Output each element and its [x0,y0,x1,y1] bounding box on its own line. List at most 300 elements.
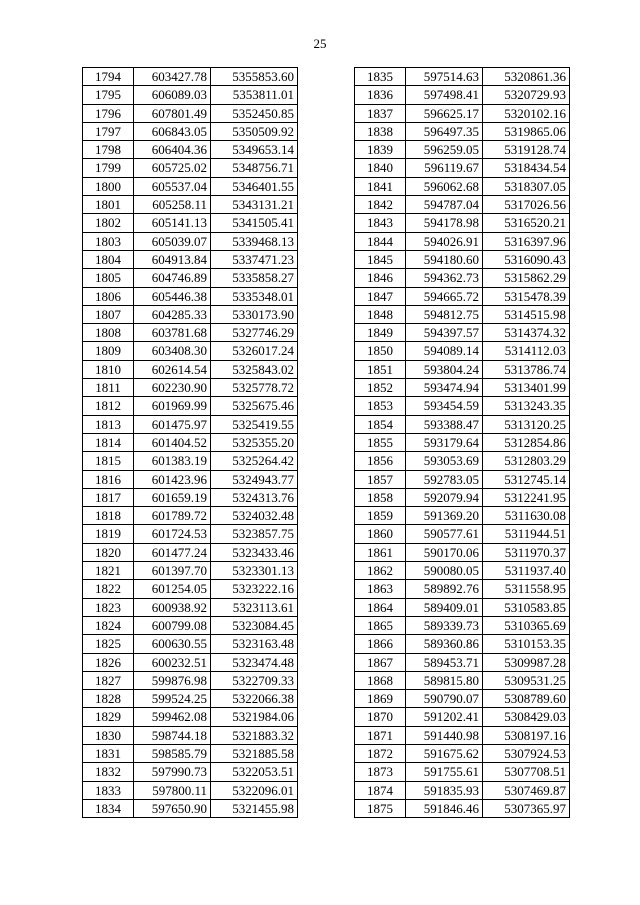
x-coordinate-cell: 605141.13 [134,214,211,232]
point-number-cell: 1870 [355,708,406,726]
table-row [355,104,570,122]
table-row [355,397,570,415]
y-coordinate-cell: 5307708.51 [483,763,570,781]
table-row [83,250,298,268]
y-coordinate-cell: 5318434.54 [483,159,570,177]
table-row [355,598,570,616]
y-coordinate-cell: 5341505.41 [211,214,298,232]
x-coordinate-cell: 590170.06 [406,543,483,561]
point-number-cell: 1852 [355,379,406,397]
y-coordinate-cell: 5339468.13 [211,232,298,250]
y-coordinate-cell: 5317026.56 [483,196,570,214]
x-coordinate-cell: 596625.17 [406,104,483,122]
y-coordinate-cell: 5325419.55 [211,415,298,433]
y-coordinate-cell: 5325843.02 [211,360,298,378]
y-coordinate-cell: 5325778.72 [211,379,298,397]
point-number-cell: 1804 [83,250,134,268]
x-coordinate-cell: 599462.08 [134,708,211,726]
x-coordinate-cell: 599524.25 [134,690,211,708]
y-coordinate-cell: 5353811.01 [211,86,298,104]
table-row [355,763,570,781]
table-row [83,781,298,799]
y-coordinate-cell: 5319865.06 [483,122,570,140]
table-row [355,379,570,397]
table-row [83,232,298,250]
point-number-cell: 1816 [83,470,134,488]
x-coordinate-cell: 589409.01 [406,598,483,616]
x-coordinate-cell: 598585.79 [134,744,211,762]
point-number-cell: 1841 [355,177,406,195]
table-row [355,671,570,689]
point-number-cell: 1862 [355,562,406,580]
point-number-cell: 1813 [83,415,134,433]
point-number-cell: 1827 [83,671,134,689]
table-row [83,708,298,726]
y-coordinate-cell: 5324032.48 [211,507,298,525]
x-coordinate-cell: 591755.61 [406,763,483,781]
x-coordinate-cell: 596259.05 [406,141,483,159]
point-number-cell: 1803 [83,232,134,250]
point-number-cell: 1867 [355,653,406,671]
point-number-cell: 1824 [83,616,134,634]
point-number-cell: 1814 [83,433,134,451]
x-coordinate-cell: 602230.90 [134,379,211,397]
point-number-cell: 1844 [355,232,406,250]
point-number-cell: 1860 [355,525,406,543]
x-coordinate-cell: 594787.04 [406,196,483,214]
point-number-cell: 1811 [83,379,134,397]
point-number-cell: 1821 [83,562,134,580]
y-coordinate-cell: 5311937.40 [483,562,570,580]
y-coordinate-cell: 5310583.85 [483,598,570,616]
table-row [83,122,298,140]
point-number-cell: 1819 [83,525,134,543]
table-row [83,470,298,488]
x-coordinate-cell: 599876.98 [134,671,211,689]
x-coordinate-cell: 594665.72 [406,287,483,305]
y-coordinate-cell: 5348756.71 [211,159,298,177]
table-row [355,690,570,708]
table-row [355,214,570,232]
table-row [83,342,298,360]
point-number-cell: 1823 [83,598,134,616]
y-coordinate-cell: 5313401.99 [483,379,570,397]
table-row [83,68,298,86]
x-coordinate-cell: 601475.97 [134,415,211,433]
table-row [83,433,298,451]
point-number-cell: 1818 [83,507,134,525]
x-coordinate-cell: 603781.68 [134,324,211,342]
y-coordinate-cell: 5323474.48 [211,653,298,671]
point-number-cell: 1864 [355,598,406,616]
point-number-cell: 1797 [83,122,134,140]
x-coordinate-cell: 591835.93 [406,781,483,799]
table-row [355,726,570,744]
table-row [83,269,298,287]
x-coordinate-cell: 601477.24 [134,543,211,561]
point-number-cell: 1874 [355,781,406,799]
x-coordinate-cell: 594178.98 [406,214,483,232]
x-coordinate-cell: 591202.41 [406,708,483,726]
y-coordinate-cell: 5307365.97 [483,799,570,817]
y-coordinate-cell: 5312803.29 [483,452,570,470]
y-coordinate-cell: 5337471.23 [211,250,298,268]
x-coordinate-cell: 594089.14 [406,342,483,360]
y-coordinate-cell: 5352450.85 [211,104,298,122]
table-row [83,799,298,817]
table-row [83,726,298,744]
point-number-cell: 1863 [355,580,406,598]
y-coordinate-cell: 5309531.25 [483,671,570,689]
point-number-cell: 1829 [83,708,134,726]
x-coordinate-cell: 601789.72 [134,507,211,525]
x-coordinate-cell: 607801.49 [134,104,211,122]
point-number-cell: 1807 [83,305,134,323]
y-coordinate-cell: 5320729.93 [483,86,570,104]
table-row [355,68,570,86]
y-coordinate-cell: 5311558.95 [483,580,570,598]
point-number-cell: 1809 [83,342,134,360]
table-row [355,287,570,305]
point-number-cell: 1840 [355,159,406,177]
y-coordinate-cell: 5309987.28 [483,653,570,671]
x-coordinate-cell: 601969.99 [134,397,211,415]
y-coordinate-cell: 5311944.51 [483,525,570,543]
table-row [355,744,570,762]
y-coordinate-cell: 5322709.33 [211,671,298,689]
point-number-cell: 1861 [355,543,406,561]
x-coordinate-cell: 601254.05 [134,580,211,598]
x-coordinate-cell: 590080.05 [406,562,483,580]
y-coordinate-cell: 5324943.77 [211,470,298,488]
table-row [83,360,298,378]
x-coordinate-cell: 596062.68 [406,177,483,195]
point-number-cell: 1832 [83,763,134,781]
x-coordinate-cell: 593454.59 [406,397,483,415]
table-row [83,159,298,177]
point-number-cell: 1855 [355,433,406,451]
table-row [355,324,570,342]
point-number-cell: 1859 [355,507,406,525]
table-row [83,287,298,305]
x-coordinate-cell: 591369.20 [406,507,483,525]
y-coordinate-cell: 5312745.14 [483,470,570,488]
table-row [83,488,298,506]
table-row [83,653,298,671]
x-coordinate-cell: 593388.47 [406,415,483,433]
point-number-cell: 1825 [83,635,134,653]
table-row [355,653,570,671]
table-row [355,562,570,580]
y-coordinate-cell: 5349653.14 [211,141,298,159]
table-row [83,598,298,616]
y-coordinate-cell: 5350509.92 [211,122,298,140]
point-number-cell: 1873 [355,763,406,781]
table-row [355,415,570,433]
y-coordinate-cell: 5316397.96 [483,232,570,250]
y-coordinate-cell: 5311970.37 [483,543,570,561]
table-row [83,507,298,525]
table-row [355,177,570,195]
coordinates-table-left-body [83,68,298,818]
y-coordinate-cell: 5327746.29 [211,324,298,342]
y-coordinate-cell: 5321455.98 [211,799,298,817]
y-coordinate-cell: 5320102.16 [483,104,570,122]
y-coordinate-cell: 5312241.95 [483,488,570,506]
point-number-cell: 1842 [355,196,406,214]
y-coordinate-cell: 5325264.42 [211,452,298,470]
point-number-cell: 1794 [83,68,134,86]
point-number-cell: 1857 [355,470,406,488]
point-number-cell: 1845 [355,250,406,268]
table-row [355,269,570,287]
point-number-cell: 1872 [355,744,406,762]
x-coordinate-cell: 601404.52 [134,433,211,451]
table-row [83,379,298,397]
y-coordinate-cell: 5308197.16 [483,726,570,744]
y-coordinate-cell: 5313243.35 [483,397,570,415]
point-number-cell: 1822 [83,580,134,598]
x-coordinate-cell: 591846.46 [406,799,483,817]
table-row [83,543,298,561]
y-coordinate-cell: 5321885.58 [211,744,298,762]
point-number-cell: 1869 [355,690,406,708]
table-row [355,232,570,250]
point-number-cell: 1810 [83,360,134,378]
y-coordinate-cell: 5320861.36 [483,68,570,86]
x-coordinate-cell: 593804.24 [406,360,483,378]
x-coordinate-cell: 590790.07 [406,690,483,708]
x-coordinate-cell: 594812.75 [406,305,483,323]
table-row [83,305,298,323]
y-coordinate-cell: 5321984.06 [211,708,298,726]
point-number-cell: 1871 [355,726,406,744]
x-coordinate-cell: 600799.08 [134,616,211,634]
y-coordinate-cell: 5310153.35 [483,635,570,653]
table-row [355,360,570,378]
table-row [83,104,298,122]
y-coordinate-cell: 5323222.16 [211,580,298,598]
x-coordinate-cell: 605446.38 [134,287,211,305]
point-number-cell: 1812 [83,397,134,415]
x-coordinate-cell: 605725.02 [134,159,211,177]
y-coordinate-cell: 5323433.46 [211,543,298,561]
point-number-cell: 1843 [355,214,406,232]
point-number-cell: 1831 [83,744,134,762]
x-coordinate-cell: 597514.63 [406,68,483,86]
y-coordinate-cell: 5313120.25 [483,415,570,433]
y-coordinate-cell: 5343131.21 [211,196,298,214]
y-coordinate-cell: 5314112.03 [483,342,570,360]
point-number-cell: 1851 [355,360,406,378]
table-row [355,488,570,506]
x-coordinate-cell: 592783.05 [406,470,483,488]
x-coordinate-cell: 606089.03 [134,86,211,104]
page-number: 25 [313,36,327,51]
table-row [355,159,570,177]
point-number-cell: 1850 [355,342,406,360]
y-coordinate-cell: 5313786.74 [483,360,570,378]
x-coordinate-cell: 589453.71 [406,653,483,671]
y-coordinate-cell: 5315862.29 [483,269,570,287]
table-row [83,671,298,689]
y-coordinate-cell: 5346401.55 [211,177,298,195]
x-coordinate-cell: 601397.70 [134,562,211,580]
x-coordinate-cell: 596497.35 [406,122,483,140]
point-number-cell: 1853 [355,397,406,415]
x-coordinate-cell: 601383.19 [134,452,211,470]
coordinates-table-left [82,67,298,818]
y-coordinate-cell: 5322053.51 [211,763,298,781]
table-row [355,342,570,360]
x-coordinate-cell: 594397.57 [406,324,483,342]
y-coordinate-cell: 5308429.03 [483,708,570,726]
y-coordinate-cell: 5322096.01 [211,781,298,799]
x-coordinate-cell: 600630.55 [134,635,211,653]
table-row [83,525,298,543]
table-row [355,196,570,214]
x-coordinate-cell: 589339.73 [406,616,483,634]
x-coordinate-cell: 606843.05 [134,122,211,140]
point-number-cell: 1799 [83,159,134,177]
point-number-cell: 1805 [83,269,134,287]
point-number-cell: 1830 [83,726,134,744]
x-coordinate-cell: 603408.30 [134,342,211,360]
table-row [83,580,298,598]
x-coordinate-cell: 603427.78 [134,68,211,86]
y-coordinate-cell: 5307469.87 [483,781,570,799]
point-number-cell: 1820 [83,543,134,561]
x-coordinate-cell: 597650.90 [134,799,211,817]
point-number-cell: 1837 [355,104,406,122]
y-coordinate-cell: 5323113.61 [211,598,298,616]
y-coordinate-cell: 5308789.60 [483,690,570,708]
y-coordinate-cell: 5316520.21 [483,214,570,232]
table-row [355,141,570,159]
table-row [355,525,570,543]
y-coordinate-cell: 5319128.74 [483,141,570,159]
point-number-cell: 1839 [355,141,406,159]
y-coordinate-cell: 5310365.69 [483,616,570,634]
y-coordinate-cell: 5311630.08 [483,507,570,525]
table-row [83,562,298,580]
point-number-cell: 1868 [355,671,406,689]
y-coordinate-cell: 5325675.46 [211,397,298,415]
point-number-cell: 1828 [83,690,134,708]
table-row [355,635,570,653]
point-number-cell: 1808 [83,324,134,342]
point-number-cell: 1856 [355,452,406,470]
x-coordinate-cell: 605039.07 [134,232,211,250]
table-row [83,452,298,470]
y-coordinate-cell: 5322066.38 [211,690,298,708]
point-number-cell: 1796 [83,104,134,122]
table-row [355,86,570,104]
point-number-cell: 1846 [355,269,406,287]
table-row [355,433,570,451]
coordinates-table-right-body [355,68,570,818]
y-coordinate-cell: 5316090.43 [483,250,570,268]
table-row [355,616,570,634]
x-coordinate-cell: 593474.94 [406,379,483,397]
point-number-cell: 1847 [355,287,406,305]
y-coordinate-cell: 5323857.75 [211,525,298,543]
y-coordinate-cell: 5335858.27 [211,269,298,287]
table-row [83,86,298,104]
table-row [355,305,570,323]
x-coordinate-cell: 601423.96 [134,470,211,488]
coordinates-table-right [354,67,570,818]
point-number-cell: 1836 [355,86,406,104]
x-coordinate-cell: 593053.69 [406,452,483,470]
table-row [83,616,298,634]
y-coordinate-cell: 5324313.76 [211,488,298,506]
point-number-cell: 1854 [355,415,406,433]
x-coordinate-cell: 594180.60 [406,250,483,268]
table-row [83,196,298,214]
x-coordinate-cell: 600232.51 [134,653,211,671]
table-row [355,470,570,488]
table-row [355,580,570,598]
table-row [355,781,570,799]
y-coordinate-cell: 5314374.32 [483,324,570,342]
y-coordinate-cell: 5330173.90 [211,305,298,323]
table-row [83,177,298,195]
y-coordinate-cell: 5323084.45 [211,616,298,634]
table-row [83,324,298,342]
x-coordinate-cell: 590577.61 [406,525,483,543]
y-coordinate-cell: 5325355.20 [211,433,298,451]
y-coordinate-cell: 5321883.32 [211,726,298,744]
point-number-cell: 1817 [83,488,134,506]
y-coordinate-cell: 5326017.24 [211,342,298,360]
table-row [83,214,298,232]
y-coordinate-cell: 5312854.86 [483,433,570,451]
point-number-cell: 1875 [355,799,406,817]
table-row [83,744,298,762]
x-coordinate-cell: 605258.11 [134,196,211,214]
x-coordinate-cell: 602614.54 [134,360,211,378]
table-row [83,690,298,708]
x-coordinate-cell: 597498.41 [406,86,483,104]
x-coordinate-cell: 589360.86 [406,635,483,653]
x-coordinate-cell: 601724.53 [134,525,211,543]
x-coordinate-cell: 606404.36 [134,141,211,159]
point-number-cell: 1800 [83,177,134,195]
x-coordinate-cell: 604746.89 [134,269,211,287]
point-number-cell: 1795 [83,86,134,104]
table-row [355,708,570,726]
table-row [355,507,570,525]
point-number-cell: 1858 [355,488,406,506]
x-coordinate-cell: 589815.80 [406,671,483,689]
x-coordinate-cell: 604285.33 [134,305,211,323]
x-coordinate-cell: 604913.84 [134,250,211,268]
table-row [355,250,570,268]
table-row [83,415,298,433]
table-row [83,635,298,653]
y-coordinate-cell: 5315478.39 [483,287,570,305]
point-number-cell: 1802 [83,214,134,232]
table-row [355,543,570,561]
x-coordinate-cell: 592079.94 [406,488,483,506]
y-coordinate-cell: 5323301.13 [211,562,298,580]
x-coordinate-cell: 591440.98 [406,726,483,744]
y-coordinate-cell: 5314515.98 [483,305,570,323]
x-coordinate-cell: 605537.04 [134,177,211,195]
y-coordinate-cell: 5335348.01 [211,287,298,305]
point-number-cell: 1801 [83,196,134,214]
